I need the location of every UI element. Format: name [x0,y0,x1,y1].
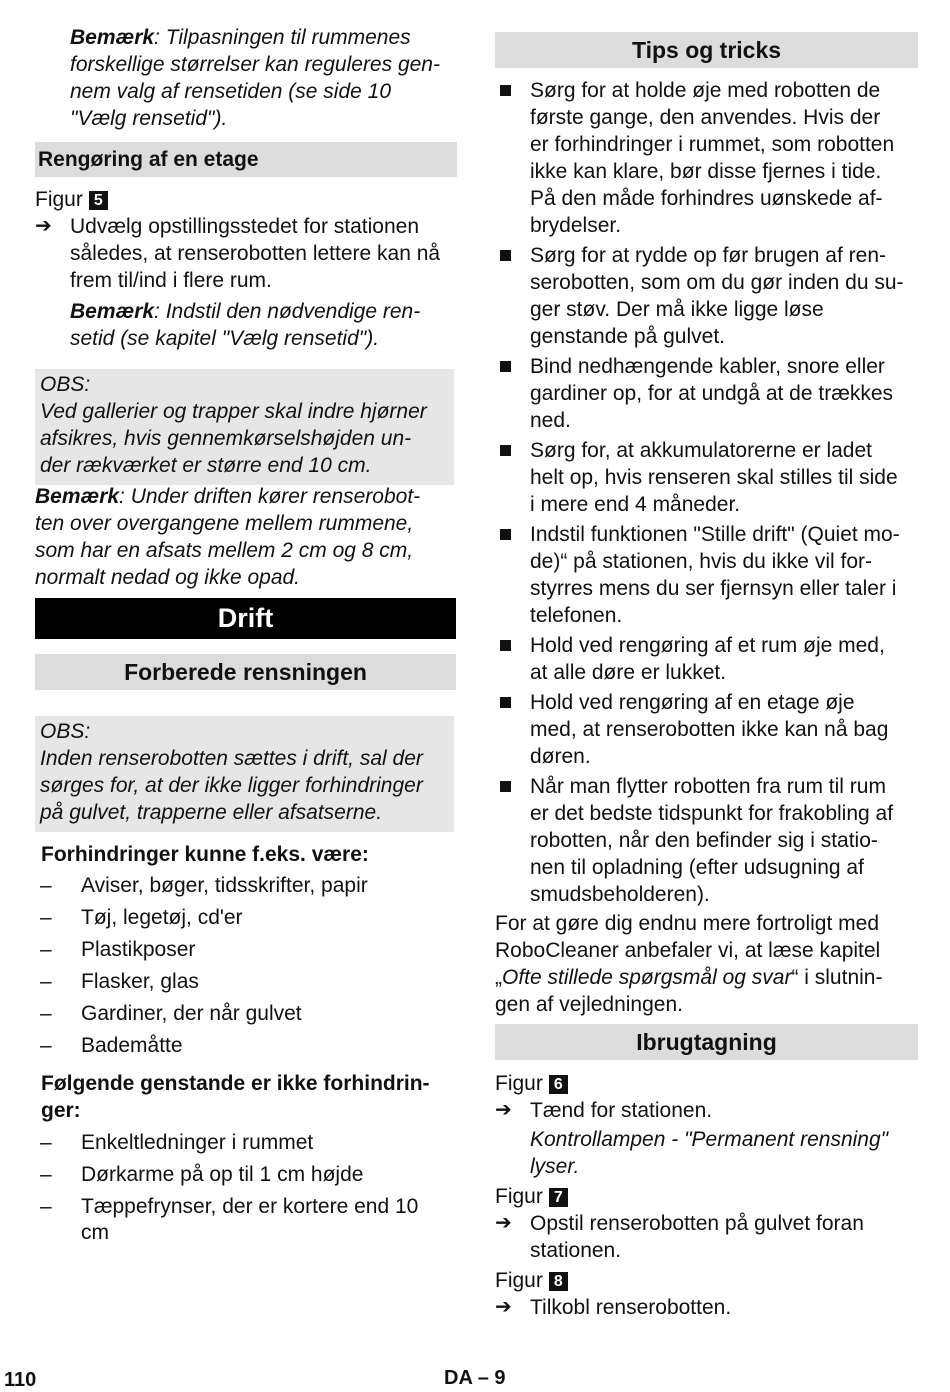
note-label: Bemærk [70,300,155,323]
obstacle-text: Tøj, legetøj, cd'er [81,906,243,929]
tip-item [495,242,918,350]
dash-marker: – [40,874,52,897]
tip-line: styrres mens du ser fjernsyn eller taler i [530,577,897,600]
obs-title: OBS: [40,720,91,743]
arrow-icon: ➔ [35,215,52,237]
tip-line: Hold ved rengøring af en etage øje [530,691,855,714]
note-line: som har en afsats mellem 2 cm og 8 cm, [35,539,414,562]
ibrugtagning-title: Ibrugtagning [495,1024,918,1060]
page-number: 110 [4,1369,37,1391]
section-title-rengoring: Rengøring af en etage [35,142,457,177]
step-place-robot: ➔ Opstil renserobotten på gulvet foran stationen. [495,1212,864,1262]
square-bullet-icon [500,781,511,792]
obs-line: Ved gallerier og trapper skal indre hjørner [40,400,427,423]
chapter-reference: Ofte stillede spørgsmål og svar [502,966,792,989]
step-connect-robot: ➔ Tilkobl renserobotten. [495,1296,732,1319]
tip-line: Bind nedhængende kabler, snore eller [530,355,885,378]
tip-line: smudsbeholderen). [530,883,710,906]
square-bullet-icon [500,85,511,96]
tip-item [495,773,918,908]
obstacles-heading: Forhindringer kunne f.eks. være: [41,843,369,866]
dash-marker: – [40,1163,52,1186]
non-obstacles-list [35,1130,457,1252]
tip-line: helt op, hvis renseren skal stilles til side [530,466,898,489]
figure-number-badge: 6 [549,1075,568,1094]
tips-list [495,77,918,911]
tip-line: Sørg for, at akkumulatorerne er ladet [530,439,872,462]
tip-line: ger støv. Der må ikke ligge løse [530,298,824,321]
tip-item [495,437,918,518]
figure-5-label: Figur 5 [35,186,108,213]
intro-note-line-3: nem valg af rensetiden (se side 10 [70,80,392,103]
subsection-title: Forberede rensningen [35,654,456,690]
tip-line: at alle døre er lukket. [530,661,727,684]
tip-item [495,77,918,239]
square-bullet-icon [500,697,511,708]
tip-line: Når man flytter robotten fra rum til rum [530,775,886,798]
tip-line: nen til opladning (efter udsugning af [530,856,864,879]
obstacle-text: Bademåtte [81,1034,183,1057]
tip-line: døren. [530,745,591,768]
tip-line: Sørg for at holde øje med robotten de [530,79,881,102]
tips-title: Tips og tricks [495,32,918,68]
figure-8-label: Figur 8 [495,1267,568,1294]
tip-line: ned. [530,409,571,432]
tip-line: er forhindringer i rummet, som robotten [530,133,895,156]
dash-marker: – [40,970,52,993]
obstacle-item [35,905,457,931]
tip-line: med, at renserobotten ikke kan nå bag [530,718,889,741]
tip-item [495,632,918,686]
arrow-icon: ➔ [495,1296,512,1318]
tip-line: robotten, når den befinder sig i statio- [530,829,878,852]
obstacle-item [35,1033,457,1059]
obs-line: der rækværket er større end 10 cm. [40,454,372,477]
obs-line: Inden renserobotten sættes i drift, sal der [40,747,423,770]
arrow-icon: ➔ [495,1099,512,1121]
obstacle-text: Aviser, bøger, tidsskrifter, papir [81,874,368,897]
tip-line: ikke kan klare, bør disse fjernes i tide. [530,160,882,183]
note-label: Bemærk [35,485,120,508]
non-obstacle-text: Tæppefrynser, der er kortere end 10 [81,1195,419,1218]
square-bullet-icon [500,529,511,540]
square-bullet-icon [500,361,511,372]
tip-line: Sørg for at rydde op før brugen af ren- [530,244,886,267]
square-bullet-icon [500,640,511,651]
tip-item [495,689,918,770]
obstacle-item [35,1001,457,1027]
non-obstacle-text: Dørkarme på op til 1 cm højde [81,1163,364,1186]
step-station-placement [35,213,457,352]
step-note-line-2: setid (se kapitel "Vælg rensetid"). [70,327,380,350]
dash-marker: – [40,1034,52,1057]
obs-line: på gulvet, trapperne eller afsatserne. [40,801,383,824]
tip-item [495,521,918,629]
non-obstacle-text: Enkeltledninger i rummet [81,1131,314,1154]
tip-line: brydelser. [530,214,622,237]
chapter-title-drift: Drift [35,598,456,639]
obs-box-1 [35,369,454,485]
dash-marker: – [40,906,52,929]
tip-line: På den måde forhindres uønskede af- [530,187,883,210]
figure-7-label: Figur 7 [495,1183,568,1210]
figure-number-badge: 5 [89,191,108,210]
non-obstacles-heading: Følgende genstande er ikke forhindrin- ger: [41,1072,430,1122]
obstacle-text: Plastikposer [81,938,196,961]
tip-line: telefonen. [530,604,623,627]
obs-title: OBS: [40,373,91,396]
intro-note [35,24,492,132]
note-line: ten over overgangene mellem rummene, [35,512,414,535]
tip-line: serobotten, som om du gør inden du su- [530,271,904,294]
non-obstacle-text: cm [81,1221,109,1244]
intro-note-line-2: forskellige størrelser kan reguleres gen- [70,53,440,76]
step-station-on: ➔ Tænd for stationen. Kontrollampen - "Permanent rensning" lyser. [495,1097,918,1180]
obstacles-list [35,873,457,1065]
square-bullet-icon [500,445,511,456]
dash-marker: – [40,1131,52,1154]
intro-paragraph: For at gøre dig endnu mere fortroligt med RoboCleaner anbefaler vi, at læse kapitel „Ofte stillede spørgsmål og svar“ i slutnin- gen af vejledningen. [495,912,883,1016]
obstacle-item [35,873,457,899]
obstacle-item [35,937,457,963]
step-line-3: frem til/ind i flere rum. [70,269,272,292]
tip-line: gardiner op, for at undgå at de trækkes [530,382,894,405]
obstacle-text: Gardiner, der når gulvet [81,1002,302,1025]
step-result: Kontrollampen - "Permanent rensning" lyser. [530,1128,889,1178]
figure-6-label: Figur 6 [495,1070,568,1097]
tip-line: Indstil funktionen "Stille drift" (Quiet mo- [530,523,900,546]
obstacle-item [35,969,457,995]
square-bullet-icon [500,250,511,261]
dash-marker: – [40,938,52,961]
tip-line: Hold ved rengøring af et rum øje med, [530,634,885,657]
dash-marker: – [40,1195,52,1218]
note-label: Bemærk [70,26,155,49]
tip-line: første gange, den anvendes. Hvis der [530,106,881,129]
dash-marker: – [40,1002,52,1025]
figure-number-badge: 8 [549,1272,568,1291]
note-transitions: Bemærk: Under driften kører renserobot- ten over overgangene mellem rummene, som har en afsats mellem 2 cm og 8 cm, normalt nedad og ikke opad. [35,483,457,591]
obs-box-2 [35,716,454,832]
tip-item [495,353,918,434]
tip-line: genstande på gulvet. [530,325,725,348]
intro-note-line-4: "Vælg rensetid"). [70,107,228,130]
tip-line: er det bedste tidspunkt for frakobling af [530,802,894,825]
footer-language-page: DA – 9 [444,1367,506,1389]
non-obstacle-item [35,1194,457,1246]
obstacle-text: Flasker, glas [81,970,199,993]
obs-line: afsikres, hvis gennemkørselshøjden un- [40,427,412,450]
non-obstacle-item [35,1130,457,1156]
tip-line: i mere end 4 måneder. [530,493,741,516]
step-line-1: Udvælg opstillingsstedet for stationen [70,215,420,238]
arrow-icon: ➔ [495,1212,512,1234]
intro-note-line-1: : Tilpasningen til rummenes [154,26,411,49]
note-line: normalt nedad og ikke opad. [35,566,301,589]
obs-line: sørges for, at der ikke ligger forhindringer [40,774,423,797]
step-line-2: således, at renserobotten lettere kan nå [70,242,441,265]
step-note: Bemærk: Indstil den nødvendige ren- setid (se kapitel "Vælg rensetid"). [35,298,457,352]
tip-line: de)“ på stationen, hvis du ikke vil for- [530,550,872,573]
figure-number-badge: 7 [549,1188,568,1207]
non-obstacle-item [35,1162,457,1188]
